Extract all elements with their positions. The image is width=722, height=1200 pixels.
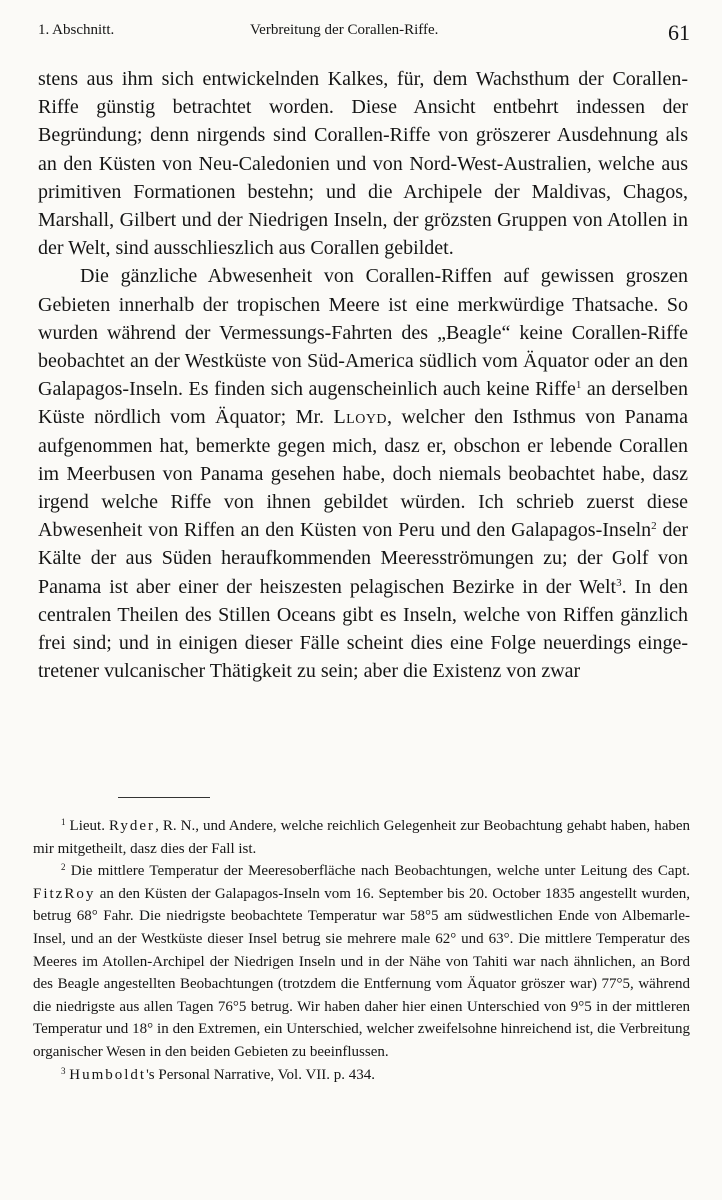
- footnotes: [33, 815, 690, 1086]
- text-segment: an derselben Küste nördlich vom Äquator; Mr.: [38, 378, 688, 429]
- section-label: 1. Abschnitt.: [38, 22, 115, 38]
- footnote-1: [33, 815, 690, 860]
- person-name-ryder: Ryder: [109, 818, 156, 834]
- text-segment: , welcher den Isthmus von Panama aufgenommen hat, bemerkte gegen mich, dasz er, obschon er lebende Corallen im Meerbusen von Panama gesehen habe, doch niemals beobachtet habe, dasz irgend welche Riffe von ihnen gebildet würden. Ich schrieb zuerst diese Abwesenheit von Riffen an den Küsten von Peru und den Galapagos-Inseln: [38, 406, 688, 542]
- footnote-number: 3: [61, 1065, 66, 1076]
- text-segment: Lieut.: [69, 818, 109, 834]
- text-segment: Die gänzliche Abwesenheit von Corallen-Riffen auf gewissen groszen Gebieten innerhalb der tropischen Meere ist eine merkwürdige Thatsache. So wurden während der Vermessungs-Fahrten des „Beagle“ keine Corallen-Riffe beobachtet an der Westküste von Süd-America südlich vom Äquator oder an den Galapagos-Inseln. Es finden sich augenscheinlich auch keine Riffe: [38, 265, 688, 401]
- running-header: [38, 20, 690, 50]
- text-segment: Die mittlere Temperatur der Meeresoberfläche nach Beobachtungen, welche unter Leitung des Capt.: [70, 863, 690, 880]
- footnote-separator: [118, 797, 210, 798]
- text-segment: 's Personal Narrative, Vol. VII. p. 434.: [146, 1066, 376, 1083]
- main-text: [38, 65, 688, 685]
- paragraph-continuation: stens aus ihm sich entwickelnden Kalkes, für, dem Wachsthum der Corallen-Riffe günstig betrachtet worden. Diese Ansicht entbehrt indessen der Begründung; denn nirgends sind Corallen-Riffe von gröszerer Ausdehnung als an den Küsten von Neu-Caledonien und von Nord-West-Australien, welche aus primitiven Formationen bestehn; und die Archipele der Maldivas, Chagos, Marshall, Gilbert und der Niedrigen Inseln, der grözsten Gruppen von Atollen in der Welt, sind ausschlieszlich aus Corallen gebildet.: [38, 68, 688, 260]
- text-segment: an den Küsten der Galapagos-Inseln vom 16. September bis 20. October 1835 angestellt wurden, betrug 68° Fahr. Die niedrigste beobachtete Temperatur war 58°5 am südwestlichen Ende von Albemarle-Insel, und an der Westküste dieser Insel betrug sie mehrere male 62° und 63°. Die mittlere Temperatur des Meeres im Atollen-Archipel der Niedrigen Inseln und in der Nähe von Tahiti war nach ähnlichen, an Bord des Beagle angestellten Beobachtungen (trotzdem die Entfernung vom Äquator gröszer war) 77°5, während die niedrigste aus allen Tagen 76°5 betrug. Wir haben daher hier einen Unterschied von 9°5 in der mittleren Temperatur und 18° in den Extremen, ein Unterschied, welcher zweifelsohne hinreichend ist, die Verbreitung organischer Wesen in den beiden Gebieten zu beeinflussen.: [33, 885, 690, 1060]
- footnote-number: 2: [61, 862, 66, 873]
- person-name-lloyd: Lloyd: [333, 406, 388, 429]
- running-title: Verbreitung der Corallen-Riffe.: [250, 22, 439, 38]
- footnote-2: [33, 860, 690, 1063]
- person-name-fitzroy: FitzRoy: [33, 885, 96, 902]
- text-segment: . In den centralen Theilen des Stillen Oceans gibt es Inseln, welche von Riffen gänzlich frei sind; und in einigen dieser Fälle scheint dies eine Folge neuerdings eingetretener vulcanischer Thätigkeit zu sein; aber die Existenz von zwar: [38, 575, 689, 683]
- person-name-humboldt: Humboldt: [69, 1066, 147, 1083]
- text-segment: , R. N., und Andere, welche reichlich Gelegenheit zur Beobachtung gehabt haben, haben mir mitgetheilt, dasz dies der Fall ist.: [33, 818, 691, 857]
- footnote-3: [33, 1064, 690, 1087]
- text-segment: der Kälte der aus Süden heraufkommenden Meeresströmungen zu; der Golf von Panama ist aber einer der heiszesten pelagischen Bezirke in der Welt: [38, 519, 688, 598]
- page-number: 61: [668, 20, 690, 45]
- paragraph-absence-of-reefs: [38, 262, 688, 685]
- footnote-number: 1: [61, 817, 66, 827]
- footnote-ref-3: 3: [616, 576, 622, 589]
- footnote-ref-2: 2: [651, 520, 657, 533]
- footnote-ref-1: 1: [575, 379, 582, 392]
